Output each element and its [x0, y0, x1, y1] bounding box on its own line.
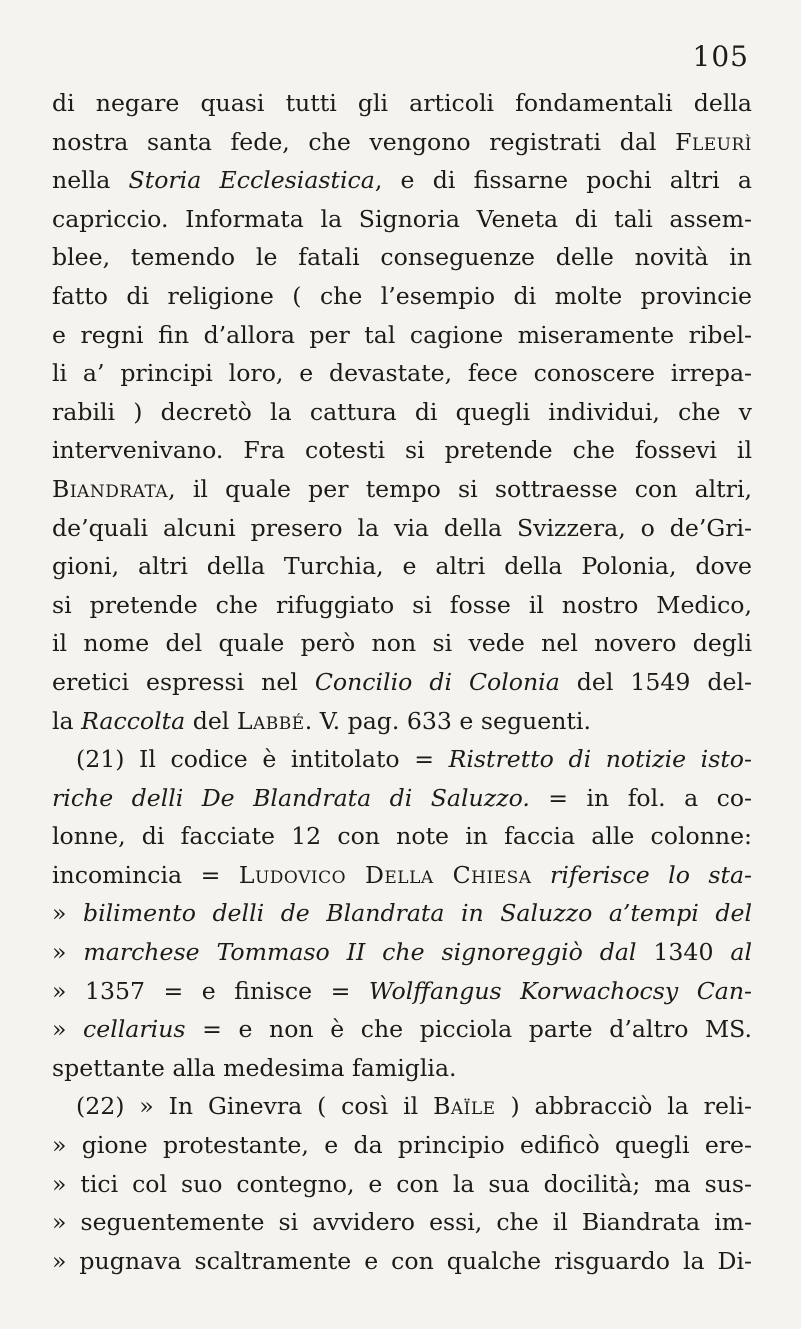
text-span: fatto di religione ( che l’esempio di molte provincie [52, 281, 752, 310]
italic-span: Concilio di Colonia [314, 667, 560, 696]
text-line [52, 1126, 752, 1165]
text-span: » [52, 1015, 84, 1044]
small-caps-name: Labbé [236, 706, 305, 735]
text-span: del [185, 706, 237, 735]
text-line [52, 817, 752, 856]
text-line [52, 740, 752, 779]
text-span: si pretende che rifuggiato si fosse il nostro Medico, [52, 590, 752, 619]
text-line [52, 354, 752, 393]
small-caps-name: Ludovico Della Chiesa [238, 860, 532, 889]
italic-span: marchese Tommaso II che signoreggiò dal [83, 938, 637, 967]
text-span: (22) » In Ginevra ( così il [76, 1092, 434, 1121]
text-line [52, 1203, 752, 1242]
text-line [52, 393, 752, 432]
text-span: incomincia = [52, 860, 239, 889]
text-span: » [52, 899, 83, 928]
text-span: ) abbracciò la reli- [495, 1092, 752, 1121]
italic-span: Storia Ecclesiastica [128, 166, 375, 195]
text-line [52, 509, 752, 548]
text-line [52, 586, 752, 625]
text-line [52, 779, 752, 818]
page-number: 105 [692, 40, 749, 73]
text-span: = in fol. a co- [529, 783, 752, 812]
text-span: spettante alla medesima famiglia. [52, 1053, 457, 1082]
italic-span: Raccolta [81, 706, 186, 735]
small-caps-name: Baïle [433, 1092, 496, 1121]
text-span: » gione protestante, e da principio edificò quegli ere- [52, 1131, 752, 1160]
italic-span: al [730, 938, 752, 967]
text-line [52, 1087, 752, 1126]
text-line [52, 316, 752, 355]
text-line [52, 702, 752, 741]
text-span: = e non è che picciola parte d’altro MS. [185, 1015, 752, 1044]
text-span: » tici col suo contegno, e con la sua docilità; ma sus- [52, 1169, 752, 1198]
text-line [52, 1242, 752, 1281]
text-span: capriccio. Informata la Signoria Veneta di tali assem- [52, 204, 752, 233]
text-line [52, 431, 752, 470]
text-span: li a’ principi loro, e devastate, fece conoscere irrepa- [52, 359, 752, 388]
small-caps-name: Fleurì [675, 127, 752, 156]
text-span: la [52, 706, 82, 735]
text-span: lonne, di facciate 12 con note in faccia alle colonne: [52, 822, 752, 851]
text-span: eretici espressi nel [52, 667, 315, 696]
text-span: intervenivano. Fra cotesti si pretende che fossevi il [52, 436, 752, 465]
text-line [52, 123, 752, 162]
body-text [52, 84, 752, 1280]
italic-span: riche delli De Blandrata di Saluzzo. [52, 783, 530, 812]
text-line [52, 894, 752, 933]
text-span: » [52, 938, 84, 967]
text-span: nella [52, 166, 129, 195]
text-span: de’quali alcuni presero la via della Svizzera, o de’Gri- [52, 513, 752, 542]
text-line [52, 856, 752, 895]
text-line [52, 1049, 752, 1088]
italic-span: Wolffangus Korwachocsy Can- [368, 976, 752, 1005]
text-span: e regni fin d’allora per tal cagione miseramente ribel- [52, 320, 752, 349]
text-span: il nome del quale però non si vede nel novero degli [52, 629, 752, 658]
text-line [52, 972, 752, 1011]
text-span: » seguentemente si avvidero essi, che il Biandrata im- [52, 1208, 752, 1237]
text-span: del 1549 del- [559, 667, 752, 696]
text-line [52, 624, 752, 663]
text-line [52, 1165, 752, 1204]
text-span: , il quale per tempo si sottraesse con altri, [168, 474, 752, 503]
text-span: , e di fissarne pochi altri a [374, 166, 752, 195]
text-line [52, 238, 752, 277]
text-span: . V. pag. 633 e seguenti. [304, 706, 591, 735]
text-span: nostra santa fede, che vengono registrati dal [52, 127, 676, 156]
text-span: gioni, altri della Turchia, e altri della Polonia, dove [52, 552, 752, 581]
text-line [52, 200, 752, 239]
italic-span: cellarius [83, 1015, 186, 1044]
text-line [52, 663, 752, 702]
text-span: (21) Il codice è intitolato = [76, 745, 449, 774]
text-span: » pugnava scaltramente e con qualche risguardo la Di- [52, 1246, 752, 1275]
small-caps-name: Biandrata [52, 474, 169, 503]
italic-span: bilimento delli de Blandrata in Saluzzo a’tempi del [82, 899, 752, 928]
text-span [532, 861, 550, 889]
text-line [52, 161, 752, 200]
text-line [52, 84, 752, 123]
text-span: » 1357 = e finisce = [52, 976, 369, 1005]
text-line [52, 933, 752, 972]
text-line [52, 470, 752, 509]
text-span: di negare quasi tutti gli articoli fondamentali della [52, 89, 752, 117]
text-span: rabili ) decretò la cattura di quegli individui, che v [52, 397, 752, 426]
text-line [52, 547, 752, 586]
text-span: blee, temendo le fatali conseguenze delle novità in [52, 243, 752, 272]
italic-span: riferisce lo sta- [550, 860, 752, 889]
text-span: 1340 [636, 938, 731, 967]
text-line [52, 277, 752, 316]
italic-span: Ristretto di notizie isto- [448, 745, 752, 774]
text-line [52, 1010, 752, 1049]
